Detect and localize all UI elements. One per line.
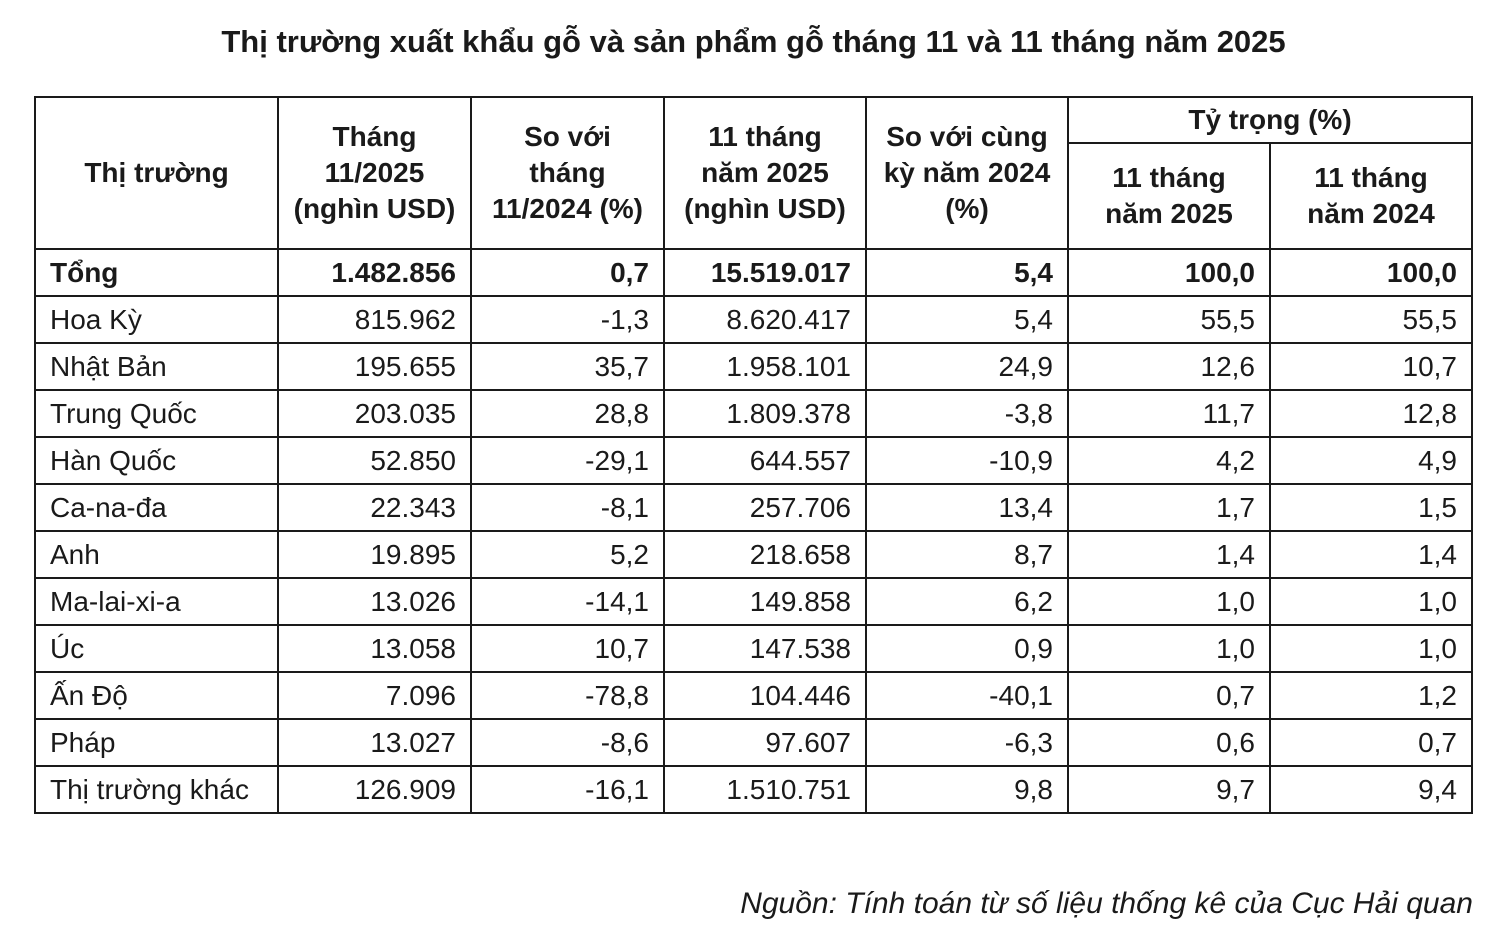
cell-ytd-2025: 8.620.417 (664, 296, 866, 343)
cell-vs-nov-2024: -1,3 (471, 296, 664, 343)
header-share-2024: 11 tháng năm 2024 (1270, 143, 1472, 249)
cell-nov-2025: 13.026 (278, 578, 471, 625)
cell-share-2025: 0,7 (1068, 672, 1270, 719)
cell-market: Ma-lai-xi-a (35, 578, 278, 625)
cell-share-2024: 1,0 (1270, 625, 1472, 672)
cell-vs-same-period-2024: 9,8 (866, 766, 1068, 813)
cell-market: Ấn Độ (35, 672, 278, 719)
cell-vs-nov-2024: 10,7 (471, 625, 664, 672)
cell-share-2024: 1,2 (1270, 672, 1472, 719)
cell-share-2025: 1,7 (1068, 484, 1270, 531)
cell-market: Nhật Bản (35, 343, 278, 390)
cell-vs-same-period-2024: -6,3 (866, 719, 1068, 766)
cell-vs-nov-2024: -29,1 (471, 437, 664, 484)
table-row (35, 437, 1472, 484)
table-row (35, 484, 1472, 531)
table-row-total (35, 249, 1472, 296)
table-header-row (35, 97, 1472, 143)
cell-share-2025: 100,0 (1068, 249, 1270, 296)
cell-vs-nov-2024: 28,8 (471, 390, 664, 437)
cell-vs-nov-2024: -78,8 (471, 672, 664, 719)
cell-vs-same-period-2024: 13,4 (866, 484, 1068, 531)
cell-ytd-2025: 644.557 (664, 437, 866, 484)
cell-ytd-2025: 257.706 (664, 484, 866, 531)
cell-vs-same-period-2024: -10,9 (866, 437, 1068, 484)
cell-share-2025: 1,0 (1068, 578, 1270, 625)
header-nov-2025: Tháng 11/2025 (nghìn USD) (278, 97, 471, 249)
cell-share-2025: 12,6 (1068, 343, 1270, 390)
cell-ytd-2025: 15.519.017 (664, 249, 866, 296)
cell-vs-same-period-2024: 0,9 (866, 625, 1068, 672)
cell-ytd-2025: 1.809.378 (664, 390, 866, 437)
cell-vs-nov-2024: -8,6 (471, 719, 664, 766)
cell-share-2024: 1,5 (1270, 484, 1472, 531)
cell-nov-2025: 13.027 (278, 719, 471, 766)
cell-nov-2025: 203.035 (278, 390, 471, 437)
market-table (34, 96, 1473, 814)
page-title: Thị trường xuất khẩu gỗ và sản phẩm gỗ tháng 11 và 11 tháng năm 2025 (221, 24, 1286, 59)
table-row (35, 719, 1472, 766)
cell-vs-same-period-2024: -40,1 (866, 672, 1068, 719)
cell-vs-same-period-2024: 8,7 (866, 531, 1068, 578)
cell-vs-same-period-2024: 24,9 (866, 343, 1068, 390)
cell-share-2024: 0,7 (1270, 719, 1472, 766)
cell-vs-nov-2024: 0,7 (471, 249, 664, 296)
header-vs-same-period-2024: So với cùng kỳ năm 2024 (%) (866, 97, 1068, 249)
cell-vs-same-period-2024: 5,4 (866, 249, 1068, 296)
cell-ytd-2025: 1.510.751 (664, 766, 866, 813)
table-row (35, 296, 1472, 343)
table-row (35, 531, 1472, 578)
table-row (35, 343, 1472, 390)
cell-share-2025: 1,4 (1068, 531, 1270, 578)
table-row (35, 672, 1472, 719)
cell-market: Pháp (35, 719, 278, 766)
table-row (35, 578, 1472, 625)
header-share-group: Tỷ trọng (%) (1068, 97, 1472, 143)
cell-share-2025: 0,6 (1068, 719, 1270, 766)
cell-nov-2025: 13.058 (278, 625, 471, 672)
cell-ytd-2025: 1.958.101 (664, 343, 866, 390)
cell-share-2025: 11,7 (1068, 390, 1270, 437)
cell-nov-2025: 815.962 (278, 296, 471, 343)
cell-nov-2025: 126.909 (278, 766, 471, 813)
cell-market: Úc (35, 625, 278, 672)
source-note: Nguồn: Tính toán từ số liệu thống kê của Cục Hải quan (740, 887, 1473, 920)
cell-market: Hoa Kỳ (35, 296, 278, 343)
cell-ytd-2025: 147.538 (664, 625, 866, 672)
header-share-2025: 11 tháng năm 2025 (1068, 143, 1270, 249)
cell-nov-2025: 19.895 (278, 531, 471, 578)
cell-ytd-2025: 104.446 (664, 672, 866, 719)
cell-vs-nov-2024: 35,7 (471, 343, 664, 390)
cell-market: Trung Quốc (35, 390, 278, 437)
cell-market: Thị trường khác (35, 766, 278, 813)
cell-share-2024: 10,7 (1270, 343, 1472, 390)
cell-vs-same-period-2024: -3,8 (866, 390, 1068, 437)
cell-share-2024: 100,0 (1270, 249, 1472, 296)
cell-share-2025: 1,0 (1068, 625, 1270, 672)
cell-market: Tổng (35, 249, 278, 296)
cell-share-2024: 1,4 (1270, 531, 1472, 578)
cell-nov-2025: 22.343 (278, 484, 471, 531)
cell-vs-same-period-2024: 5,4 (866, 296, 1068, 343)
cell-share-2024: 4,9 (1270, 437, 1472, 484)
table-row (35, 766, 1472, 813)
cell-ytd-2025: 97.607 (664, 719, 866, 766)
cell-share-2025: 4,2 (1068, 437, 1270, 484)
table-row (35, 390, 1472, 437)
cell-share-2024: 9,4 (1270, 766, 1472, 813)
table-row (35, 625, 1472, 672)
cell-vs-nov-2024: -8,1 (471, 484, 664, 531)
cell-market: Ca-na-đa (35, 484, 278, 531)
cell-ytd-2025: 218.658 (664, 531, 866, 578)
header-vs-nov-2024: So với tháng 11/2024 (%) (471, 97, 664, 249)
cell-ytd-2025: 149.858 (664, 578, 866, 625)
cell-share-2024: 12,8 (1270, 390, 1472, 437)
cell-nov-2025: 52.850 (278, 437, 471, 484)
cell-nov-2025: 195.655 (278, 343, 471, 390)
cell-share-2025: 9,7 (1068, 766, 1270, 813)
cell-share-2024: 55,5 (1270, 296, 1472, 343)
header-market: Thị trường (35, 97, 278, 249)
header-ytd-2025: 11 tháng năm 2025 (nghìn USD) (664, 97, 866, 249)
cell-share-2025: 55,5 (1068, 296, 1270, 343)
cell-share-2024: 1,0 (1270, 578, 1472, 625)
cell-vs-nov-2024: -14,1 (471, 578, 664, 625)
cell-market: Hàn Quốc (35, 437, 278, 484)
cell-vs-same-period-2024: 6,2 (866, 578, 1068, 625)
cell-vs-nov-2024: 5,2 (471, 531, 664, 578)
cell-nov-2025: 7.096 (278, 672, 471, 719)
cell-vs-nov-2024: -16,1 (471, 766, 664, 813)
cell-nov-2025: 1.482.856 (278, 249, 471, 296)
cell-market: Anh (35, 531, 278, 578)
